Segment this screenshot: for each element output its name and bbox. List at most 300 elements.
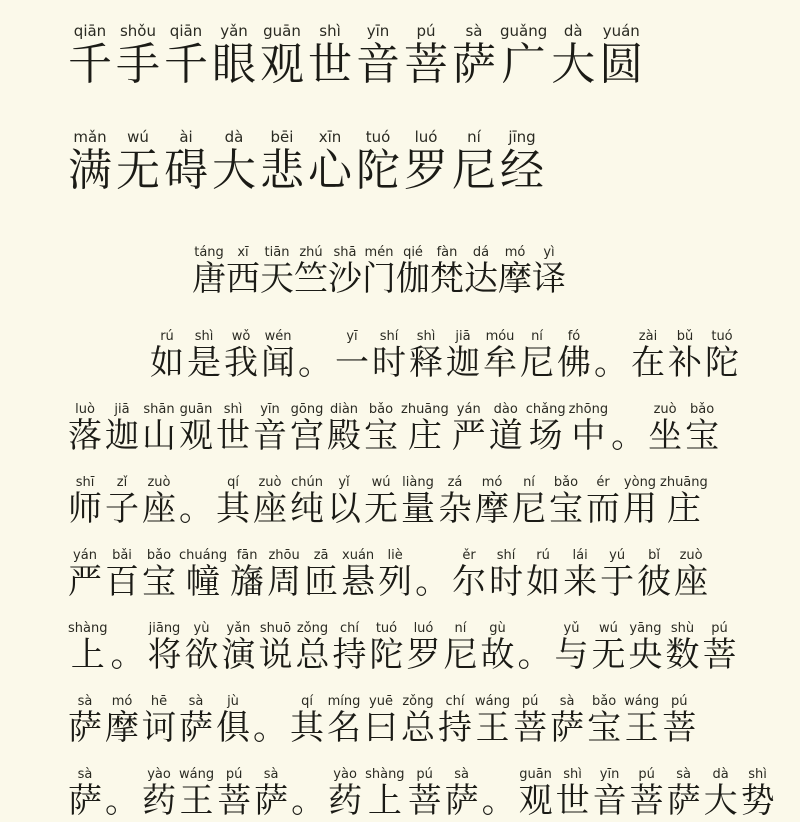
hanzi-text: 菩 [629,781,664,821]
pinyin-text: pú [629,767,664,782]
hanzi-text: 悲 [260,145,304,196]
hanzi-char [192,245,226,299]
hanzi-text: 。 [415,562,450,602]
hanzi-text: 宝 [364,416,398,456]
pinyin-text: shuō [258,621,293,636]
pinyin-text: zhōu [267,548,302,563]
hanzi-text: 如 [526,562,561,602]
hanzi-char [267,548,302,602]
hanzi-char [404,22,448,90]
hanzi-char [401,694,435,748]
hanzi-char [587,694,622,748]
hanzi-char [685,402,720,456]
hanzi-char [327,694,361,748]
hanzi-text: 千 [164,39,208,90]
hanzi-text: 百 [105,562,139,602]
hanzi-char [475,475,509,529]
pinyin-text: qí [290,694,324,709]
hanzi-char [217,767,252,821]
hanzi-text: 列 [378,562,413,602]
pinyin-text: táng [192,245,226,260]
hanzi-char [444,767,479,821]
hanzi-char [179,694,213,748]
pinyin-text: shǒu [116,22,160,40]
hanzi-text: 宫 [290,416,324,456]
pinyin-text: yīn [592,767,627,782]
hanzi-char [551,22,596,90]
hanzi-text: 庄 [401,416,449,456]
hanzi-char [549,475,583,529]
hanzi-char [290,694,324,748]
hanzi-char [550,694,585,748]
hanzi-text: 师 [68,489,102,529]
hanzi-text: 总 [295,635,330,675]
hanzi-char [438,475,472,529]
hanzi-char [212,22,256,90]
pinyin-text: ní [520,329,554,344]
pinyin-text: ní [512,475,546,490]
hanzi-char [179,402,213,456]
pinyin-text: rú [150,329,184,344]
pinyin-text: shù [665,621,700,636]
translator-line [192,246,566,300]
hanzi-char [452,548,487,602]
hanzi-text: 座 [142,489,176,529]
hanzi-text: 。 [298,343,332,383]
hanzi-char [554,621,589,675]
pinyin-text: ní [443,621,478,636]
pinyin-text: rú [526,548,561,563]
hanzi-text: 唐 [192,259,226,299]
pinyin-text: wén [261,329,295,344]
pinyin-text: dà [212,128,256,146]
hanzi-text: 悬 [341,562,376,602]
hanzi-char [341,548,376,602]
pinyin-text: tuó [356,128,400,146]
pinyin-text: bǎo [549,475,583,490]
hanzi-char [184,621,219,675]
pinyin-text: sà [452,22,496,40]
pinyin-text: wáng [179,767,215,782]
hanzi-char [230,548,265,602]
pinyin-text: shān [142,402,176,417]
hanzi-text: 梵 [430,259,464,299]
hanzi-char [629,767,664,821]
hanzi-char [475,694,511,748]
hanzi-text: 大 [703,781,738,821]
hanzi-text: 道 [488,416,523,456]
hanzi-char [611,416,645,456]
hanzi-char [674,548,709,602]
hanzi-char [221,621,256,675]
hanzi-text: 。 [105,781,139,821]
hanzi-text: 周 [267,562,302,602]
hanzi-char [179,767,215,821]
hanzi-text: 菩 [513,708,548,748]
hanzi-text: 闻 [261,343,295,383]
hanzi-text: 碍 [164,145,208,196]
pinyin-text: guān [260,22,304,40]
hanzi-text: 天 [260,259,294,299]
pinyin-text: sà [444,767,479,782]
hanzi-text: 庄 [660,489,708,529]
pinyin-text: qiān [164,22,208,40]
hanzi-text: 满 [68,145,112,196]
hanzi-text: 持 [438,708,472,748]
hanzi-char [105,548,139,602]
hanzi-char [705,329,739,383]
hanzi-text: 以 [327,489,361,529]
hanzi-text: 。 [594,343,628,383]
pinyin-text: wǒ [224,329,258,344]
pinyin-text: yāng [628,621,663,636]
hanzi-char [401,475,435,529]
pinyin-text: bēi [260,128,304,146]
hanzi-char [68,22,112,90]
hanzi-text: 宝 [685,416,720,456]
pinyin-text: chí [332,621,367,636]
hanzi-char [260,128,304,196]
hanzi-text: 宝 [549,489,583,529]
hanzi-char [480,621,515,675]
pinyin-text: shí [372,329,406,344]
hanzi-text: 菩 [702,635,737,675]
hanzi-char [401,402,449,456]
hanzi-text: 无 [116,145,160,196]
pinyin-text: qié [396,245,430,260]
hanzi-text: 补 [668,343,702,383]
hanzi-char [624,694,660,748]
pinyin-text: shí [489,548,524,563]
hanzi-text: 广 [500,39,548,90]
pinyin-text: luó [406,621,441,636]
pinyin-text: mó [498,245,532,260]
pinyin-text: shì [740,767,775,782]
hanzi-text: 子 [105,489,139,529]
pinyin-text: míng [327,694,361,709]
hanzi-char [328,245,362,299]
body-line-5 [68,622,739,676]
hanzi-text: 陀 [369,635,404,675]
hanzi-text: 一 [335,343,369,383]
hanzi-char [164,22,208,90]
hanzi-char [600,548,635,602]
hanzi-char [110,635,144,675]
hanzi-text: 。 [179,489,213,529]
hanzi-char [568,402,609,456]
hanzi-text: 音 [356,39,400,90]
pinyin-text: luò [68,402,102,417]
pinyin-text: bǎo [364,402,398,417]
pinyin-text: yǔ [554,621,589,636]
pinyin-text: chǎng [525,402,566,417]
hanzi-char [637,548,672,602]
pinyin-text: yì [532,245,566,260]
pinyin-text: pú [702,621,737,636]
pinyin-text: bǎo [685,402,720,417]
hanzi-char [335,329,369,383]
hanzi-char [216,402,250,456]
hanzi-char [356,22,400,90]
title-line-1 [68,24,647,92]
hanzi-text: 萨 [179,708,213,748]
hanzi-text: 音 [592,781,627,821]
hanzi-char [662,694,697,748]
hanzi-text: 座 [674,562,709,602]
hanzi-text: 说 [258,635,293,675]
hanzi-text: 时 [372,343,406,383]
hanzi-text: 与 [554,635,589,675]
hanzi-char [518,767,553,821]
pinyin-text: dá [464,245,498,260]
hanzi-text: 央 [628,635,663,675]
body-line-7 [68,768,778,822]
pinyin-text: pú [404,22,448,40]
pinyin-text: jiāng [147,621,182,636]
hanzi-text: 迦 [105,416,139,456]
hanzi-text: 陀 [356,145,400,196]
hanzi-text: 佛 [557,343,591,383]
hanzi-char [68,548,102,602]
hanzi-text: 于 [600,562,635,602]
body-line-3 [68,476,711,530]
hanzi-text: 眼 [212,39,256,90]
hanzi-text: 沙 [328,259,362,299]
body-line-4 [68,549,711,603]
hanzi-text: 时 [489,562,524,602]
hanzi-text: 。 [291,781,326,821]
hanzi-text: 世 [555,781,590,821]
hanzi-char [308,22,352,90]
hanzi-text: 大 [212,145,256,196]
hanzi-text: 无 [364,489,398,529]
hanzi-text: 菩 [662,708,697,748]
hanzi-text: 故 [480,635,515,675]
pinyin-text: shī [68,475,102,490]
hanzi-char [295,621,330,675]
hanzi-text: 持 [332,635,367,675]
hanzi-text: 门 [362,259,396,299]
hanzi-char [438,694,472,748]
hanzi-text: 萨 [68,708,102,748]
hanzi-char [369,621,404,675]
hanzi-char [308,128,352,196]
pinyin-text: guǎng [500,22,548,40]
pinyin-text: qí [216,475,250,490]
pinyin-text: sà [68,694,102,709]
hanzi-char [332,621,367,675]
hanzi-char [105,475,139,529]
pinyin-text: wáng [475,694,511,709]
hanzi-text: 杂 [438,489,472,529]
hanzi-text: 千 [68,39,112,90]
pinyin-text: tiān [260,245,294,260]
pinyin-text: wú [364,475,398,490]
hanzi-text: 西 [226,259,260,299]
hanzi-char [212,128,256,196]
hanzi-text: 演 [221,635,256,675]
pinyin-text: guān [518,767,553,782]
hanzi-char [409,329,443,383]
pinyin-text: móu [483,329,517,344]
pinyin-text: diàn [327,402,361,417]
hanzi-text: 坐 [648,416,683,456]
hanzi-text: 手 [116,39,160,90]
pinyin-text: wáng [624,694,660,709]
pinyin-text: mó [105,694,139,709]
hanzi-text: 尔 [452,562,487,602]
hanzi-char [628,621,663,675]
hanzi-text: 座 [253,489,287,529]
hanzi-char [216,694,250,748]
pinyin-text: zǒng [295,621,330,636]
hanzi-char [660,475,708,529]
pinyin-text: sà [550,694,585,709]
pinyin-text: zuò [674,548,709,563]
hanzi-text: 释 [409,343,443,383]
hanzi-text: 摩 [475,489,509,529]
hanzi-text: 势 [740,781,775,821]
hanzi-text: 萨 [444,781,479,821]
hanzi-text: 。 [253,708,287,748]
hanzi-text: 药 [328,781,363,821]
hanzi-text: 菩 [404,39,448,90]
pinyin-text: liàng [401,475,435,490]
hanzi-text: 其 [290,708,324,748]
hanzi-char [512,475,546,529]
hanzi-text: 菩 [407,781,442,821]
hanzi-text: 世 [308,39,352,90]
hanzi-char [261,329,295,383]
hanzi-char [179,489,213,529]
pinyin-text: yú [600,548,635,563]
pinyin-text: yǐ [327,475,361,490]
body-line-1 [150,330,742,384]
pinyin-text: yán [68,548,102,563]
pinyin-text: fàn [430,245,464,260]
hanzi-text: 山 [142,416,176,456]
pinyin-text: dà [551,22,596,40]
hanzi-char [703,767,738,821]
hanzi-text: 量 [401,489,435,529]
hanzi-text: 大 [551,39,596,90]
hanzi-text: 音 [253,416,287,456]
hanzi-char [599,22,644,90]
hanzi-text: 数 [665,635,700,675]
hanzi-text: 尼 [520,343,554,383]
pinyin-text: chuáng [179,548,228,563]
pinyin-text: jiā [446,329,480,344]
hanzi-char [142,475,176,529]
hanzi-char [365,767,405,821]
pinyin-text: liè [378,548,413,563]
pinyin-text: yīn [253,402,287,417]
pinyin-text: ěr [452,548,487,563]
hanzi-char [396,245,430,299]
pinyin-text: yǎn [212,22,256,40]
hanzi-text: 上 [365,781,405,821]
pinyin-text: shì [187,329,221,344]
hanzi-text: 圆 [599,39,644,90]
pinyin-text: zā [304,548,339,563]
hanzi-char [116,22,160,90]
title-line-2 [68,130,548,198]
hanzi-text: 尼 [443,635,478,675]
hanzi-char [464,245,498,299]
pinyin-text: bǎo [587,694,622,709]
hanzi-text: 尼 [452,145,496,196]
pinyin-text: zài [631,329,665,344]
hanzi-text: 严 [451,416,486,456]
hanzi-char [68,767,102,821]
hanzi-char [513,694,548,748]
hanzi-text: 中 [568,416,609,456]
hanzi-text: 观 [179,416,213,456]
hanzi-char [555,767,590,821]
pinyin-text: pú [407,767,442,782]
hanzi-text: 总 [401,708,435,748]
hanzi-text: 萨 [666,781,701,821]
hanzi-char [483,329,517,383]
hanzi-text: 。 [611,416,646,456]
hanzi-char [150,329,184,383]
pinyin-text: yào [142,767,176,782]
hanzi-text: 萨 [254,781,289,821]
body-line-6 [68,695,699,749]
hanzi-char [740,767,775,821]
pinyin-text: lái [563,548,598,563]
hanzi-text: 心 [308,145,352,196]
hanzi-char [216,475,250,529]
pinyin-text: ní [452,128,496,146]
hanzi-text: 伽 [396,259,430,299]
hanzi-char [500,128,544,196]
hanzi-char [142,548,176,602]
hanzi-char [557,329,591,383]
hanzi-text: 。 [481,781,516,821]
hanzi-text: 药 [142,781,176,821]
pinyin-text: zǐ [105,475,139,490]
pinyin-text: bǔ [668,329,702,344]
hanzi-text: 用 [623,489,657,529]
pinyin-text: mén [362,245,396,260]
hanzi-text: 诃 [142,708,176,748]
pinyin-text: tuó [369,621,404,636]
hanzi-char [430,245,464,299]
hanzi-text: 而 [586,489,620,529]
hanzi-char [291,781,325,821]
hanzi-char [224,329,258,383]
pinyin-text: yīn [356,22,400,40]
pinyin-text: ér [586,475,620,490]
pinyin-text: zuò [253,475,287,490]
hanzi-char [116,128,160,196]
pinyin-text: jù [216,694,250,709]
hanzi-char [446,329,480,383]
pinyin-text: shì [216,402,250,417]
pinyin-text: luó [404,128,448,146]
hanzi-char [68,402,102,456]
pinyin-text: guān [179,402,213,417]
hanzi-text: 牟 [483,343,517,383]
hanzi-text: 萨 [452,39,496,90]
hanzi-text: 纯 [290,489,324,529]
pinyin-text: xuán [341,548,376,563]
hanzi-char [520,329,554,383]
hanzi-char [702,621,737,675]
pinyin-text: zhuāng [660,475,708,490]
hanzi-text: 曰 [364,708,398,748]
